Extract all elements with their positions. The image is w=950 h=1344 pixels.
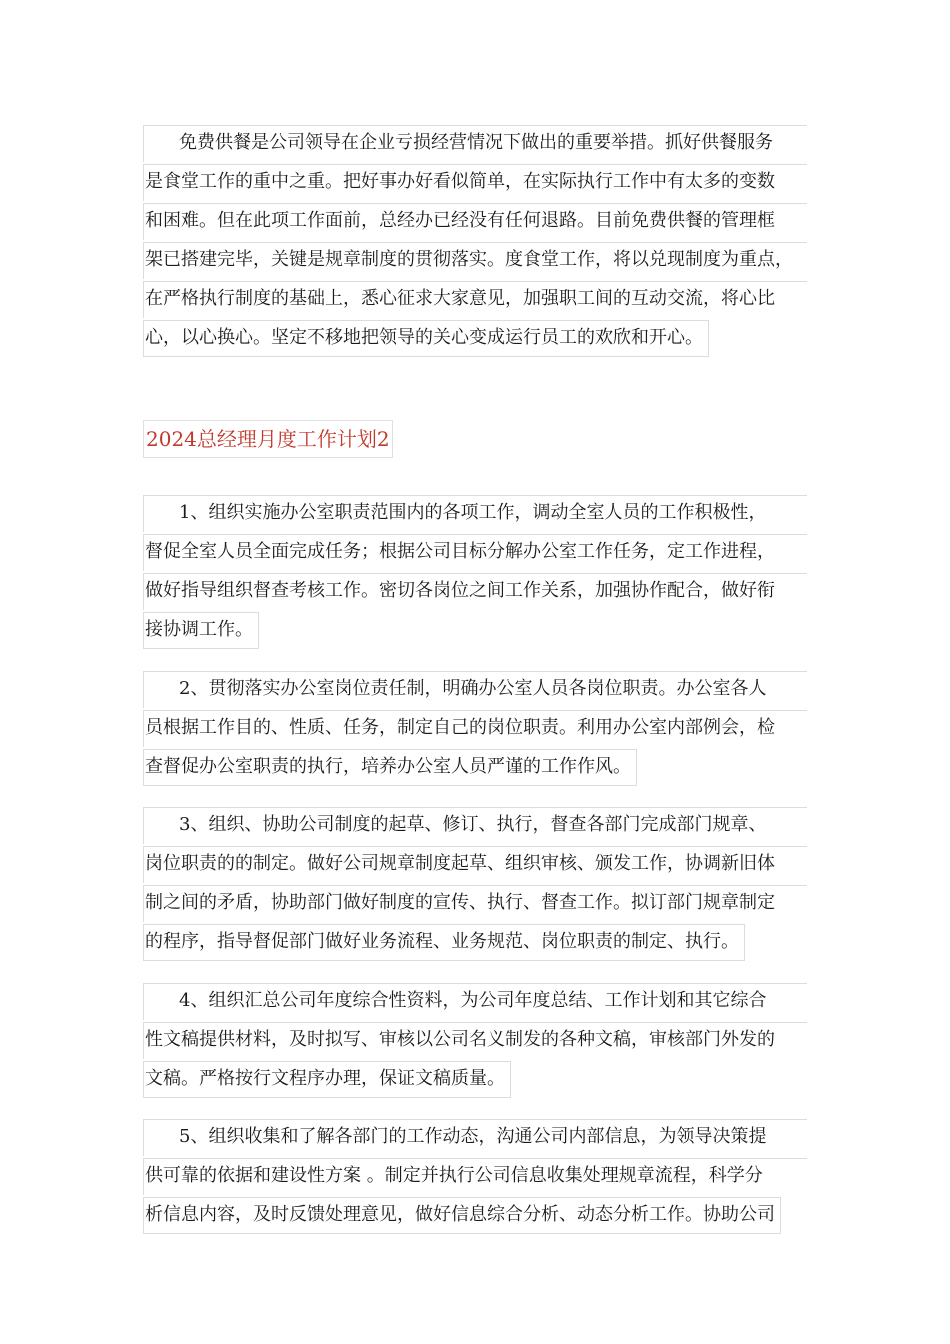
line-text: 和困难。但在此项工作面前，总经办已经没有任何退路。目前免费供餐的管理框: [145, 210, 775, 231]
text-line: [143, 747, 807, 786]
line-text: 文稿。严格按行文程序办理，保证文稿质量。: [145, 1068, 505, 1089]
text-line: [143, 1020, 807, 1059]
line-text: 员根据工作目的、性质、任务，制定自己的岗位职责。利用办公室内部例会，检: [145, 717, 775, 738]
line-text: 性文稿提供材料，及时拟写、审核以公司名义制发的各种文稿，审核部门外发的: [145, 1029, 775, 1050]
line-text: 是食堂工作的重中之重。把好事办好看似简单，在实际执行工作中有太多的变数: [145, 171, 775, 192]
line-text: 督促全室人员全面完成任务；根据公司目标分解办公室工作任务，定工作进程，: [145, 541, 775, 562]
section-heading: 2024总经理月度工作计划2: [143, 420, 393, 458]
line-text: 查督促办公室职责的执行，培养办公室人员严谨的工作作风。: [145, 756, 631, 777]
text-line: [143, 318, 807, 357]
text-line: [143, 240, 807, 279]
line-text: 供可靠的依据和建设性方案 。制定并执行公司信息收集处理规章流程，科学分: [145, 1165, 763, 1186]
line-text: 制之间的矛盾，协助部门做好制度的宣传、执行、督查工作。拟订部门规章制定: [145, 892, 775, 913]
line-text: 1、组织实施办公室职责范围内的各项工作，调动全室人员的工作积极性，: [179, 502, 767, 523]
intro-paragraph: [143, 123, 807, 357]
work-item-3: [143, 805, 807, 961]
text-line: [143, 571, 807, 610]
line-text: 2、贯彻落实办公室岗位责任制，明确办公室人员各岗位职责。办公室各人: [179, 678, 767, 699]
line-text: 岗位职责的的制定。做好公司规章制度起草、组织审核、颁发工作，协调新旧体: [145, 853, 775, 874]
text-line: [143, 610, 807, 649]
text-line: [143, 1059, 807, 1098]
text-line: [143, 201, 807, 240]
text-line: [143, 708, 807, 747]
text-line: [143, 669, 807, 708]
work-item-2: [143, 669, 807, 786]
text-line: [143, 532, 807, 571]
text-line: [143, 922, 807, 961]
text-line: [143, 279, 807, 318]
text-line: [143, 981, 807, 1020]
text-line: [143, 1156, 807, 1195]
line-text: 的程序，指导督促部门做好业务流程、业务规范、岗位职责的制定、执行。: [145, 931, 739, 952]
line-text: 架已搭建完毕，关键是规章制度的贯彻落实。度食堂工作，将以兑现制度为重点，: [145, 249, 793, 270]
line-text: 4、组织汇总公司年度综合性资料，为公司年度总结、工作计划和其它综合: [179, 990, 767, 1011]
text-line: [143, 1117, 807, 1156]
text-line: [143, 1195, 807, 1234]
line-text: 心，以心换心。坚定不移地把领导的关心变成运行员工的欢欣和开心。: [145, 327, 703, 348]
line-text: 免费供餐是公司领导在企业亏损经营情况下做出的重要举措。抓好供餐服务: [179, 132, 773, 153]
text-line: [143, 162, 807, 201]
line-text: 5、组织收集和了解各部门的工作动态，沟通公司内部信息，为领导决策提: [179, 1126, 767, 1147]
line-text: 在严格执行制度的基础上，悉心征求大家意见，加强职工间的互动交流，将心比: [145, 288, 775, 309]
line-text: 接协调工作。: [145, 619, 253, 640]
text-line: [143, 123, 807, 162]
text-line: [143, 844, 807, 883]
line-text: 析信息内容，及时反馈处理意见，做好信息综合分析、动态分析工作。协助公司: [145, 1204, 775, 1225]
text-line: [143, 805, 807, 844]
work-item-1: [143, 493, 807, 649]
text-line: [143, 493, 807, 532]
text-line: [143, 883, 807, 922]
line-text: 做好指导组织督查考核工作。密切各岗位之间工作关系，加强协作配合，做好衔: [145, 580, 775, 601]
work-item-4: [143, 981, 807, 1098]
line-text: 3、组织、协助公司制度的起草、修订、执行，督查各部门完成部门规章、: [179, 814, 767, 835]
work-item-5: [143, 1117, 807, 1234]
